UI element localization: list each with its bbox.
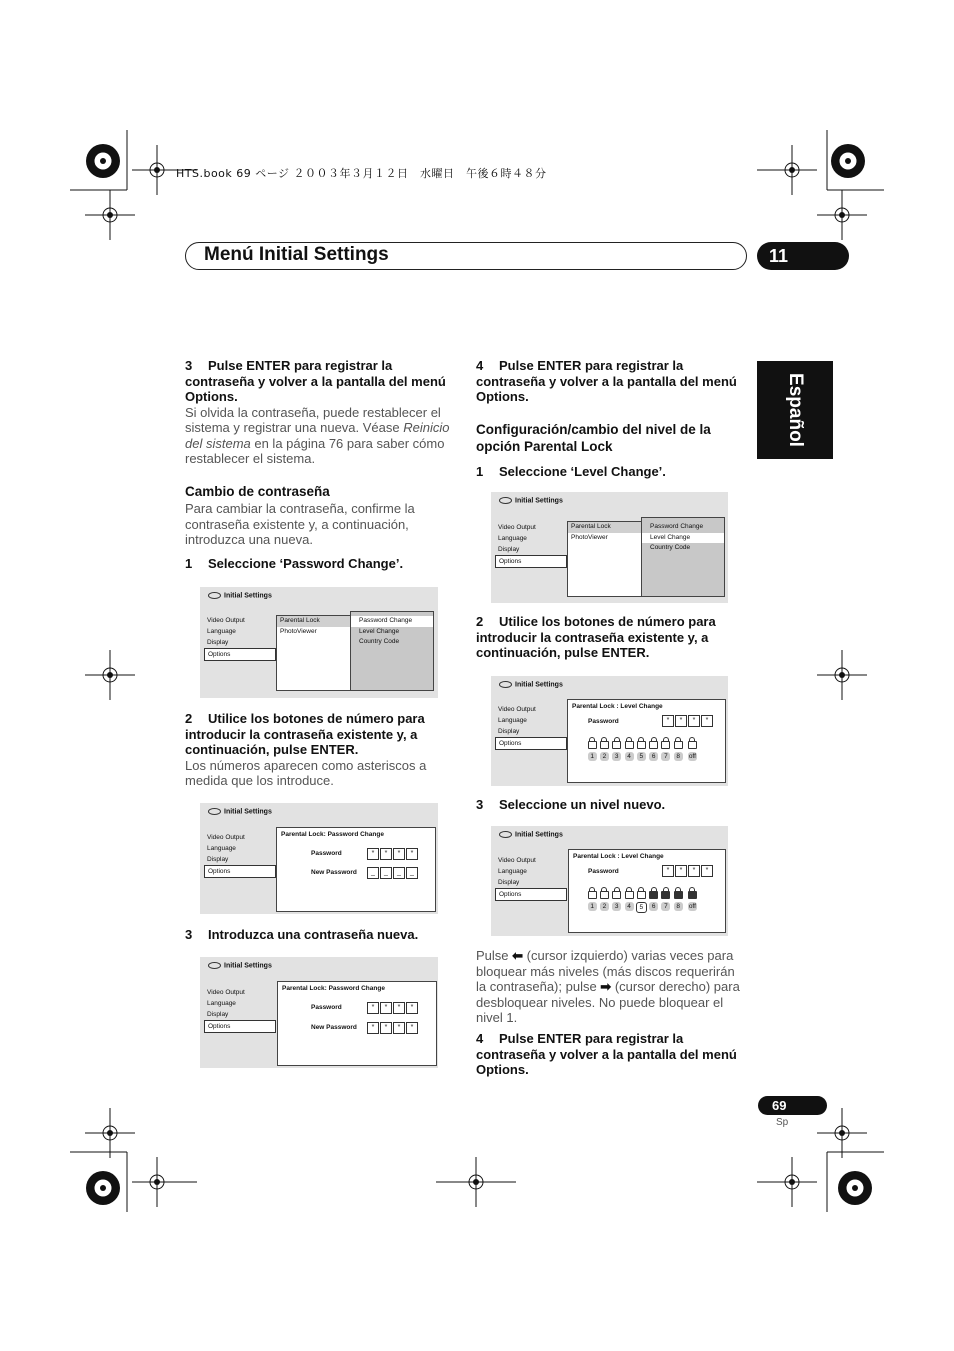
password-char: * [688, 715, 700, 727]
level-number: 5 [637, 752, 646, 761]
menu-item-selected: Options [495, 555, 567, 568]
menu-item-selected: Options [204, 865, 276, 878]
disc-icon [208, 962, 221, 969]
step-number: 3 [185, 358, 193, 373]
submenu-item-selected: Password Change [351, 616, 433, 627]
step-text: Pulse ENTER para registrar la contraseña y volver a la pantalla del menú Options. [476, 358, 737, 404]
level-off [684, 891, 700, 913]
password-char: * [675, 715, 687, 727]
submenu-item: Password Change [650, 523, 704, 530]
menu-item: Language [207, 845, 236, 852]
password-char: * [675, 865, 687, 877]
level-number: 6 [649, 752, 658, 761]
disc-icon [499, 497, 512, 504]
page-language-code: Sp [776, 1117, 789, 1128]
level-1 [586, 741, 598, 761]
level-number: 7 [661, 752, 670, 761]
level-selector [586, 891, 700, 913]
new-password-label: New Password [311, 869, 357, 876]
password-char: * [393, 848, 405, 860]
osd-title [499, 831, 563, 838]
menu-item-selected: Options [204, 1020, 276, 1033]
level-number: 8 [674, 752, 683, 761]
unlocked-icon [625, 891, 634, 899]
unlocked-icon [625, 741, 634, 749]
osd-title-text: Initial Settings [224, 808, 272, 816]
password-char: _ [393, 867, 405, 879]
submenu-item-selected: Parental Lock [568, 522, 724, 533]
password-char: * [406, 1002, 418, 1014]
level-number: 1 [588, 752, 597, 761]
cursor-instructions [476, 948, 746, 1026]
language-tab [757, 361, 833, 459]
osd-title [208, 592, 272, 599]
locked-icon [688, 891, 697, 899]
step-text: Pulse ENTER para registrar la contraseña y volver a la pantalla del menú Options. [185, 358, 446, 404]
level-7 [660, 891, 672, 913]
unlocked-icon [588, 891, 597, 899]
step-number: 3 [185, 927, 193, 942]
step-body [185, 405, 453, 467]
osd-screenshot-password-entry [200, 803, 438, 914]
osd-parental-submenu [350, 611, 434, 691]
dialog-title: Parental Lock: Password Change [282, 985, 385, 992]
step-text: Utilice los botones de número para introducir la contraseña existente y, a continuación, pulse ENTER. [185, 711, 425, 757]
password-char: _ [367, 867, 379, 879]
level-number: 6 [649, 902, 658, 911]
level-5 [635, 891, 647, 913]
left-step3 [185, 358, 453, 467]
osd-title-text: Initial Settings [515, 681, 563, 689]
password-char: _ [406, 867, 418, 879]
submenu-item-selected: Level Change [642, 533, 724, 544]
password-field [662, 865, 714, 877]
left-arrow-icon: ⬅ [512, 948, 524, 963]
password-char: * [406, 848, 418, 860]
menu-item: Video Output [498, 524, 536, 531]
password-label: Password [311, 850, 342, 857]
unlocked-icon [612, 741, 621, 749]
level-6 [647, 741, 659, 761]
password-field [662, 715, 714, 727]
level-5 [635, 741, 647, 761]
step-text: Seleccione ‘Level Change’. [499, 464, 666, 479]
body-text: (cursor izquierdo) varias veces para bloquear más niveles (más discos requerirán la contraseña); pulse [476, 948, 735, 994]
right-step4 [476, 358, 746, 405]
step-text: Introduzca una contraseña nueva. [208, 927, 419, 942]
locked-icon [649, 891, 658, 899]
level-4 [623, 891, 635, 913]
osd-dialog [277, 981, 437, 1066]
unlocked-icon [612, 891, 621, 899]
osd-dialog [567, 699, 726, 783]
password-char: * [393, 1002, 405, 1014]
step-number: 1 [476, 464, 484, 479]
submenu-item: Country Code [650, 544, 691, 551]
level-number: 4 [625, 902, 634, 911]
menu-item: Video Output [207, 617, 245, 624]
level-off [684, 741, 700, 761]
menu-item: Video Output [498, 857, 536, 864]
menu-item-selected: Options [204, 648, 276, 661]
page-title: Menú Initial Settings [204, 244, 389, 265]
level-2 [598, 891, 610, 913]
submenu-item: PhotoViewer [571, 533, 608, 541]
print-header: HTS.book 69 ページ ２００３年３月１２日 水曜日 午後６時４８分 [176, 167, 547, 180]
submenu-item: Level Change [359, 627, 400, 635]
menu-item-selected: Options [495, 888, 567, 901]
body-text: Si olvida la contraseña, puede restablecer el sistema y registrar una nueva. Véase [185, 404, 441, 435]
menu-item: Video Output [207, 989, 245, 996]
menu-item: Display [207, 856, 229, 863]
unlocked-icon [661, 741, 670, 749]
level-8 [672, 891, 684, 913]
right-arrow-icon: ➡ [600, 979, 612, 994]
password-char: * [367, 1022, 379, 1034]
osd-main-menu [495, 855, 567, 901]
osd-main-menu [495, 522, 567, 568]
chapter-badge: 11 [757, 242, 849, 270]
language-tab-label: Español [785, 373, 806, 447]
level-number-selected: 5 [636, 902, 647, 913]
disc-icon [499, 681, 512, 688]
unlocked-icon [637, 741, 646, 749]
level-8 [672, 741, 684, 761]
right-step4b [476, 1031, 746, 1078]
section-heading: Configuración/cambio del nivel de la opción Parental Lock [476, 422, 711, 454]
unlocked-icon [688, 741, 697, 749]
level-3 [611, 741, 623, 761]
osd-title-text: Initial Settings [224, 592, 272, 600]
level-number: off [688, 903, 696, 910]
osd-main-menu [204, 615, 276, 661]
level-number: off [688, 753, 696, 760]
menu-item: Video Output [207, 834, 245, 841]
left-step2 [185, 711, 447, 789]
new-password-field [367, 867, 419, 879]
level-number: 4 [625, 752, 634, 761]
menu-item: Language [498, 535, 527, 542]
right-step1 [476, 464, 666, 480]
unlocked-icon [588, 741, 597, 749]
level-number: 2 [600, 752, 609, 761]
step-number: 1 [185, 556, 193, 571]
step-number: 4 [476, 358, 484, 373]
step-number: 2 [476, 614, 484, 629]
password-char: * [662, 865, 674, 877]
osd-title [208, 808, 272, 815]
step-text: Seleccione un nivel nuevo. [499, 797, 666, 812]
right-step3 [476, 797, 665, 813]
password-char: * [380, 1022, 392, 1034]
menu-item: Language [207, 1000, 236, 1007]
osd-screenshot-password-change-select [200, 587, 438, 698]
level-selector [586, 741, 700, 761]
osd-screenshot-level-select [491, 826, 728, 936]
menu-item: Language [207, 628, 236, 635]
password-label: Password [311, 1004, 342, 1011]
unlocked-icon [649, 741, 658, 749]
osd-title-text: Initial Settings [515, 497, 563, 505]
dialog-title: Parental Lock : Level Change [573, 853, 664, 860]
osd-dialog [276, 827, 436, 912]
new-password-field [367, 1022, 419, 1034]
osd-dialog [568, 849, 726, 933]
dialog-title: Parental Lock: Password Change [281, 831, 384, 838]
disc-icon [208, 808, 221, 815]
unlocked-icon [600, 891, 609, 899]
osd-title [499, 681, 563, 688]
step-text: Utilice los botones de número para introducir la contraseña existente y, a continuación, pulse ENTER. [476, 614, 716, 660]
body-text: en la página 76 para saber cómo restablecer el sistema. [185, 435, 445, 466]
menu-item: Language [498, 868, 527, 875]
unlocked-icon [674, 741, 683, 749]
dialog-title: Parental Lock : Level Change [572, 703, 663, 710]
password-char: * [367, 1002, 379, 1014]
password-char: _ [380, 867, 392, 879]
level-1 [586, 891, 598, 913]
password-char: * [662, 715, 674, 727]
step-heading [185, 358, 453, 405]
menu-item: Display [498, 728, 520, 735]
step-number: 3 [476, 797, 484, 812]
body-text: Pulse [476, 948, 513, 963]
cross-reference: Reinicio del sistema [185, 420, 450, 451]
osd-title [208, 962, 272, 969]
password-char: * [367, 848, 379, 860]
body-text: (cursor derecho) para desbloquear niveles. No puede bloquear el nivel 1. [476, 979, 740, 1025]
menu-item: Display [498, 546, 520, 553]
left-step1 [185, 556, 403, 572]
locked-icon [661, 891, 670, 899]
osd-screenshot-level-password [491, 676, 728, 786]
step-number: 4 [476, 1031, 484, 1046]
right-step2 [476, 614, 738, 661]
level-7 [660, 741, 672, 761]
password-char: * [380, 848, 392, 860]
step-text: Seleccione ‘Password Change’. [208, 556, 404, 571]
password-char: * [406, 1022, 418, 1034]
password-char: * [380, 1002, 392, 1014]
level-number: 1 [588, 902, 597, 911]
password-char: * [701, 715, 713, 727]
submenu-item-selected: Parental Lock [277, 616, 433, 627]
osd-title-text: Initial Settings [515, 831, 563, 839]
menu-item: Display [207, 1011, 229, 1018]
password-char: * [393, 1022, 405, 1034]
osd-title-text: Initial Settings [224, 962, 272, 970]
section-body: Para cambiar la contraseña, confirme la contraseña existente y, a continuación, introduzca una nueva. [185, 501, 415, 547]
password-label: Password [588, 868, 619, 875]
section-heading: Cambio de contraseña [185, 484, 330, 499]
submenu-item: PhotoViewer [280, 627, 317, 635]
osd-parental-submenu [641, 517, 725, 597]
osd-screenshot-level-change-select [491, 492, 728, 603]
menu-item: Video Output [498, 706, 536, 713]
password-field [367, 848, 419, 860]
level-3 [611, 891, 623, 913]
osd-title [499, 497, 563, 504]
step-text: Pulse ENTER para registrar la contraseña y volver a la pantalla del menú Options. [476, 1031, 737, 1077]
level-number: 3 [612, 752, 621, 761]
level-4 [623, 741, 635, 761]
menu-item: Display [498, 879, 520, 886]
password-char: * [701, 865, 713, 877]
unlocked-icon [600, 741, 609, 749]
disc-icon [499, 831, 512, 838]
page-number: 69 [758, 1096, 827, 1115]
password-label: Password [588, 718, 619, 725]
menu-item: Display [207, 639, 229, 646]
new-password-label: New Password [311, 1024, 357, 1031]
level-6 [647, 891, 659, 913]
locked-icon [674, 891, 683, 899]
osd-screenshot-new-password [200, 957, 438, 1068]
level-number: 8 [674, 902, 683, 911]
osd-main-menu [204, 832, 276, 878]
level-2 [598, 741, 610, 761]
submenu-item: Country Code [359, 638, 400, 645]
password-field [367, 1002, 419, 1014]
menu-item: Language [498, 717, 527, 724]
level-number: 2 [600, 902, 609, 911]
menu-item-selected: Options [495, 737, 567, 750]
osd-main-menu [495, 704, 567, 750]
unlocked-icon [637, 891, 646, 899]
level-number: 7 [661, 902, 670, 911]
disc-icon [208, 592, 221, 599]
left-step3b [185, 927, 418, 943]
step-body: Los números aparecen como asteriscos a medida que los introduce. [185, 757, 427, 788]
step-heading [185, 711, 447, 758]
step-number: 2 [185, 711, 193, 726]
level-number: 3 [612, 902, 621, 911]
password-char: * [688, 865, 700, 877]
osd-main-menu [204, 987, 276, 1033]
